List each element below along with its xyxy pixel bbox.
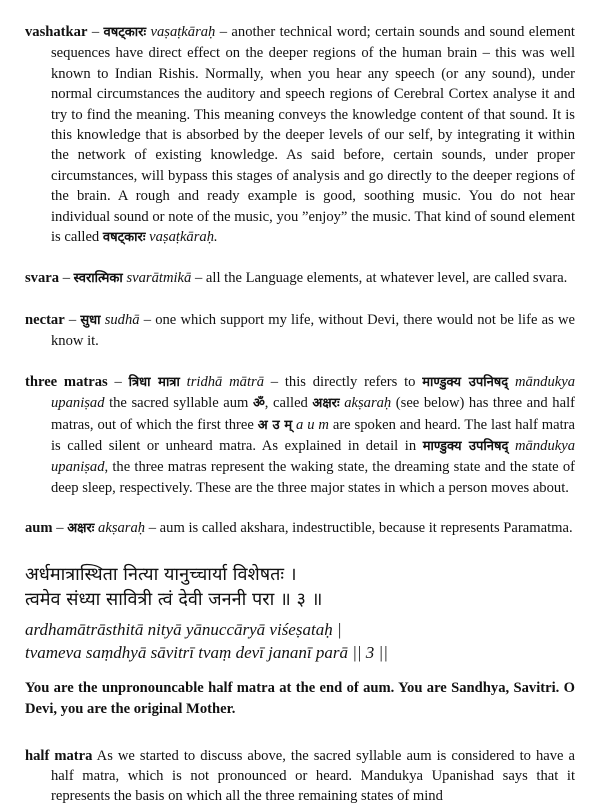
verse-transliteration xyxy=(25,618,575,664)
verse-transliteration-line: tvameva saṃdhyā sāvitrī tvaṃ devī jananī parā || 3 || xyxy=(25,642,388,662)
entry-dash: – xyxy=(62,270,71,287)
entry-term: svara xyxy=(25,270,60,287)
entry-text: , called xyxy=(264,395,308,412)
devanagari-term: वषट्कारः xyxy=(103,25,147,40)
verse-devanagari-line: त्वमेव संध्या सावित्री त्वं देवी जननी परा ॥ ३ ॥ xyxy=(25,588,323,610)
entry-svara xyxy=(25,268,575,289)
entry-half-matra xyxy=(25,746,575,807)
transliteration: akṣaraḥ xyxy=(98,520,146,537)
devanagari-term: स्वरात्मिका xyxy=(73,271,123,287)
entry-text: – aum is called akshara, indestructible, because it represents Paramatma. xyxy=(148,520,573,537)
entry-three-matras xyxy=(25,372,575,498)
transliteration: svarātmikā xyxy=(126,270,192,287)
entry-term: aum xyxy=(25,520,53,537)
transliteration: vaṣaṭkāraḥ. xyxy=(149,229,218,246)
entry-dash: – xyxy=(114,373,122,390)
devanagari-term: माण्डुक्य उपनिषद् xyxy=(422,438,509,454)
transliteration: akṣaraḥ xyxy=(344,395,392,412)
om-symbol: ॐ xyxy=(252,396,265,412)
entry-text: – all the Language elements, at whatever level, are called svara. xyxy=(194,270,568,287)
transliteration: a u m xyxy=(296,416,329,433)
verse-transliteration-line: ardhamātrāsthitā nityā yānuccāryā viśeṣataḥ | xyxy=(25,619,342,639)
verse-devanagari xyxy=(25,562,575,612)
entry-dash: – xyxy=(68,311,77,328)
verse-devanagari-line: अर्धमात्रास्थिता नित्या यानुच्चार्या विशेषतः । xyxy=(25,563,297,585)
entry-term: vashatkar xyxy=(25,24,88,40)
entry-text: (see below) has three and half matras, out of which the first three xyxy=(51,395,575,433)
devanagari-term: वषट्कारः xyxy=(102,230,146,246)
devanagari-term: सुधा xyxy=(80,312,101,328)
entry-term: three matras xyxy=(25,373,108,390)
entry-text: – another technical word; certain sounds and sound element sequences have direct effect on the deeper regions of the human brain – this was well known to Indian Rishis. Normally, when you hear any speech (or any sound), under normal circumstances the auditory and speech regions of Cerebral Cortex analyse it and try to find the meaning. This meaning conveys the knowledge content of that sound. It is this knowledge that is absorbed by the deeper levels of our self, by integrating it within the network of existing knowledge. As said before, certain sounds, under proper circumstances, will bypass this stages of analysis and go directly to the deeper regions of the brain. A rough and ready example is good, soothing music. You do not hear individual sound or note of the music, you ”enjoy” the music. That kind of sound element is called xyxy=(51,24,575,246)
devanagari-term: अक्षरः xyxy=(67,521,95,537)
devanagari-term: माण्डुक्य उपनिषद् xyxy=(422,374,509,390)
transliteration: sudhā xyxy=(104,311,140,328)
entry-dash: – xyxy=(91,24,100,40)
entry-nectar xyxy=(25,310,575,352)
entry-term: half matra xyxy=(25,747,93,764)
entry-text: – this directly refers to xyxy=(270,373,416,390)
entry-aum xyxy=(25,518,575,539)
entry-dash: – xyxy=(56,520,64,537)
devanagari-term: त्रिधा मात्रा xyxy=(128,374,180,390)
transliteration: vaṣaṭkāraḥ xyxy=(150,24,216,40)
transliteration: māndukya upaniṣad xyxy=(51,373,575,412)
devanagari-term: अक्षरः xyxy=(312,396,340,412)
entry-text: are spoken and heard. The last half matra is called silent or unheard matra. As explained in detail in xyxy=(51,416,575,454)
transliteration: tridhā mātrā xyxy=(186,373,264,390)
entry-text: the sacred syllable aum xyxy=(109,395,249,412)
devanagari-term: अ उ म् xyxy=(257,417,293,433)
entry-text: , the three matras represent the waking state, the dreaming state and the state of deep sleep, respectively. These are the three major states in which a person moves about. xyxy=(51,459,575,496)
entry-text: – one which support my life, without Devi, there would not be life as we know it. xyxy=(51,311,575,350)
verse-translation: You are the unpronouncable half matra at the end of aum. You are Sandhya, Savitri. O Devi, you are the original Mother. xyxy=(25,679,575,717)
entry-text: As we started to discuss above, the sacred syllable aum is considered to have a half matra, which is not pronounced or heard. Mandukya Upanishad says that it represents the basis on which all the three remaining states of mind xyxy=(51,747,575,805)
entry-vashatkar xyxy=(25,22,575,248)
transliteration: māndukya upaniṣad xyxy=(51,437,575,476)
entry-term: nectar xyxy=(25,311,65,328)
